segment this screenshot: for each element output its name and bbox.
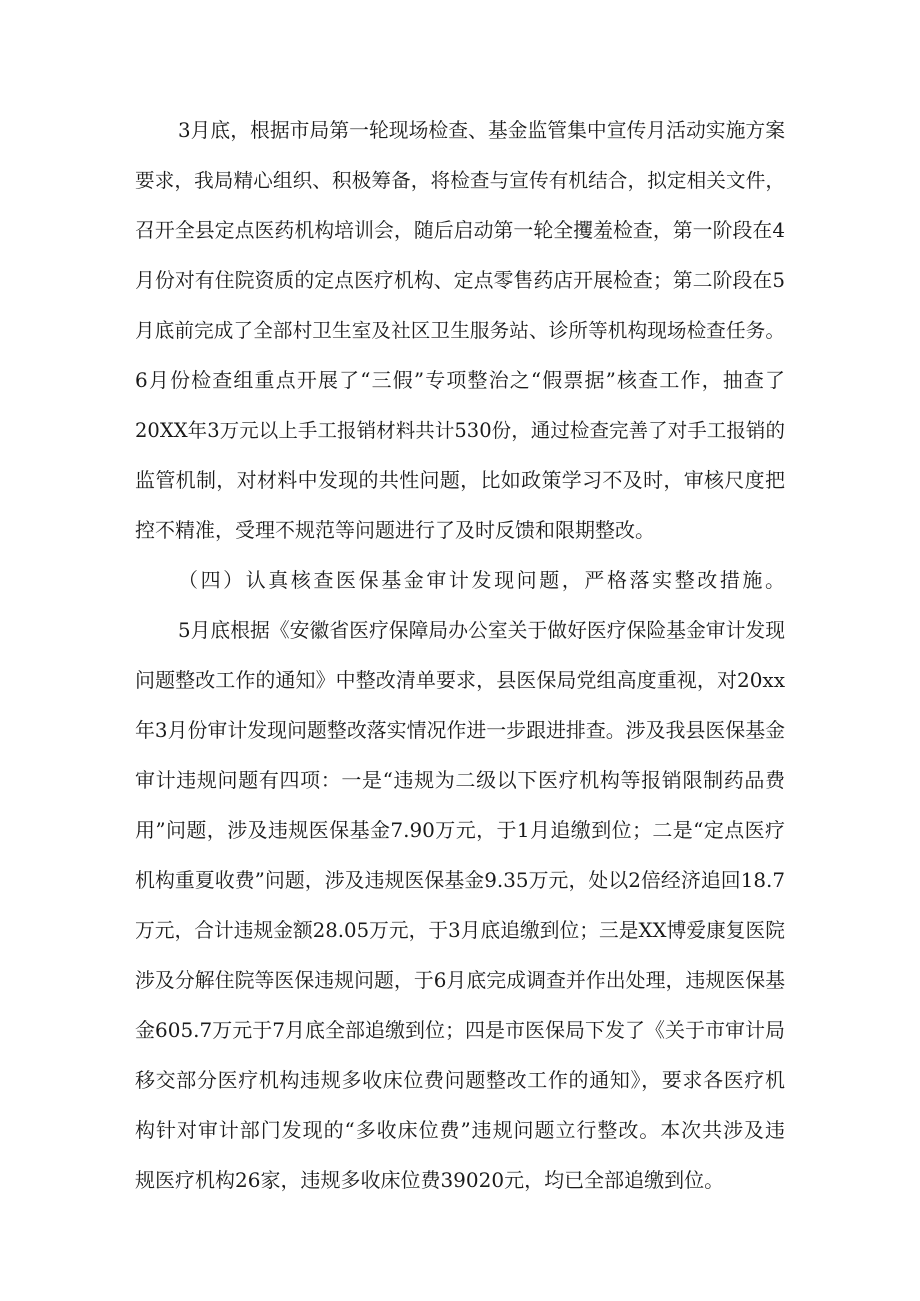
text-line: 涉及分解住院等医保违规问题，于6月底完成调查并作出处理，违规医保基 — [135, 969, 785, 992]
text-line: 万元，合计违规金额28.05万元，于3月底追缴到位；三是XX博爱康复医院 — [135, 919, 785, 942]
paragraph-2-line — [0, 662, 920, 698]
text-line: 6月份检查组重点开展了“三假”专项整治之“假票据”核查工作，抽查了 — [135, 368, 785, 392]
text-line: 审计违规问题有四项：一是“违规为二级以下医疗机构等报销限制药品费 — [135, 768, 785, 792]
paragraph-2-line — [0, 1012, 920, 1048]
text-line: 月份对有住院资质的定点医疗机构、定点零售药店开展检查；第二阶段在5 — [135, 269, 785, 292]
text-line: 要求，我局精心组织、积极筹备，将检查与宣传有机结合，拟定相关文件， — [135, 169, 785, 192]
paragraph-2-line — [0, 612, 920, 648]
text-line: 用”问题，涉及违规医保基金7.90万元，于1月追缴到位；二是“定点医疗 — [135, 818, 785, 842]
paragraph-1-line — [0, 312, 920, 348]
text-line: 构针对审计部门发现的“多收床位费”违规问题立行整改。本次共涉及违 — [135, 1118, 785, 1142]
text-line: 3月底，根据市局第一轮现场检查、基金监管集中宣传月活动实施方案 — [178, 119, 785, 142]
text-line: 机构重夏收费”问题，涉及违规医保基金9.35万元，处以2倍经济追回18.7 — [135, 869, 785, 892]
text-line: 问题整改工作的通知》中整改清单要求，县医保局党组高度重视，对20xx — [135, 668, 785, 692]
paragraph-1-line — [0, 112, 920, 148]
paragraph-1-line — [0, 362, 920, 398]
paragraph-1-line — [0, 162, 920, 198]
paragraph-2-line — [0, 1112, 920, 1148]
paragraph-2-line — [0, 912, 920, 948]
paragraph-1-line — [0, 462, 920, 498]
text-line: 20XX年3万元以上手工报销材料共计530份，通过检查完善了对手工报销的 — [135, 419, 785, 442]
text-line: 年3月份审计发现问题整改落实情况作进一步跟进排查。涉及我县医保基金 — [135, 719, 785, 742]
paragraph-1-line — [0, 212, 920, 248]
paragraph-1-line — [0, 262, 920, 298]
text-line: 召开全县定点医药机构培训会，随后启动第一轮全攫羞检查，第一阶段在4 — [135, 219, 785, 242]
paragraph-2-line — [0, 862, 920, 898]
paragraph-2-line — [0, 712, 920, 748]
paragraph-2-line — [0, 962, 920, 998]
paragraph-1-line — [0, 412, 920, 448]
text-line: 移交部分医疗机构违规多收床位费问题整改工作的通知》，要求各医疗机 — [135, 1068, 785, 1092]
text-line: 月底前完成了全部村卫生室及社区卫生服务站、诊所等机构现场检查任务。 — [135, 319, 785, 342]
text-line: 监管机制，对材料中发现的共性问题，比如政策学习不及时，审核尺度把 — [135, 468, 785, 492]
section-heading-text: （四）认真核查医保基金审计发现问题，严格落实整改措施。 — [178, 568, 785, 592]
text-line: 规医疗机构26家，违规多收床位费39020元，均已全部追缴到位。 — [135, 1168, 725, 1192]
paragraph-2-line — [0, 812, 920, 848]
paragraph-2-line — [0, 762, 920, 798]
text-line: 金605.7万元于7月底全部追缴到位；四是市医保局下发了《关于市审计局 — [135, 1018, 785, 1042]
paragraph-2-line — [0, 1062, 920, 1098]
paragraph-2-line — [0, 1162, 920, 1198]
text-line: 5月底根据《安徽省医疗保障局办公室关于做好医疗保险基金审计发现 — [178, 619, 785, 642]
text-line: 控不精准，受理不规范等问题进行了及时反馈和限期整改。 — [135, 518, 655, 542]
paragraph-1-line — [0, 512, 920, 548]
section-heading — [0, 562, 920, 598]
